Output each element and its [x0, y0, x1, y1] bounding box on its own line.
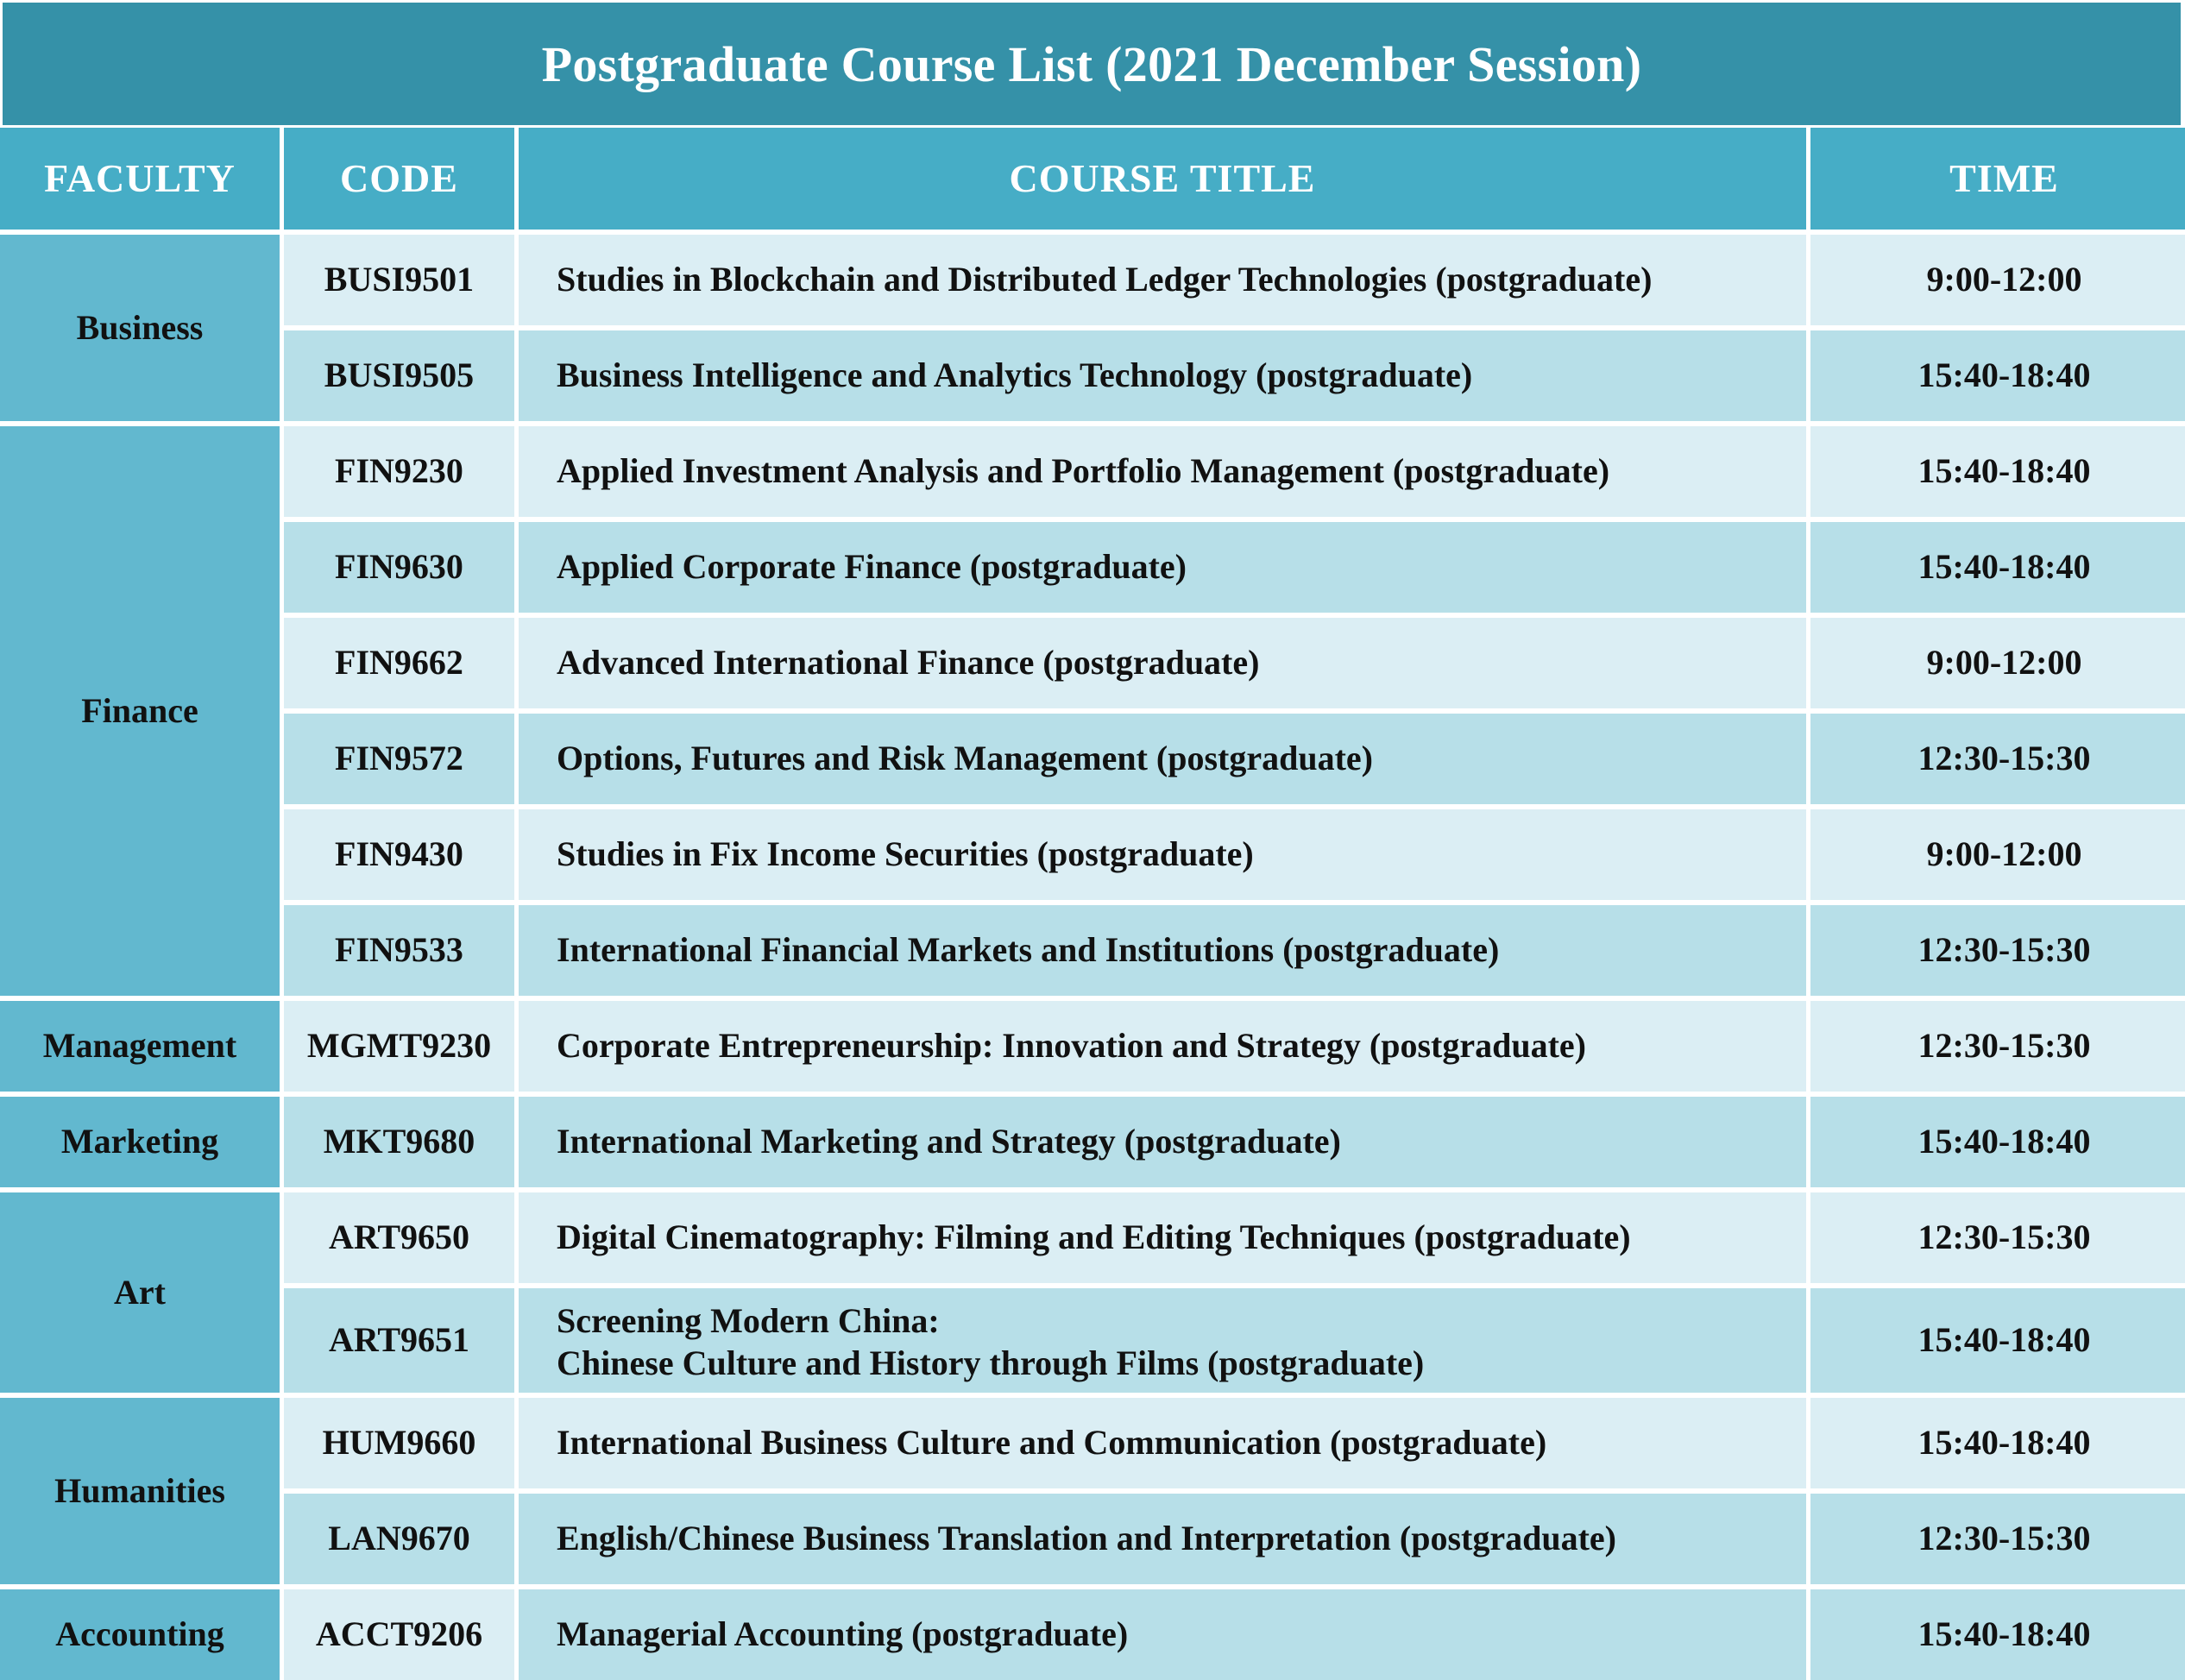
table-title: Postgraduate Course List (2021 December Session): [3, 3, 2181, 125]
course-title: International Business Culture and Communication (postgraduate): [519, 1398, 1806, 1488]
course-code: HUM9660: [284, 1398, 514, 1488]
course-title-line: Chinese Culture and History through Films (postgraduate): [557, 1343, 1425, 1382]
course-time: 15:40-18:40: [1810, 330, 2185, 421]
header-faculty: FACULTY: [0, 128, 280, 230]
course-code: FIN9230: [284, 426, 514, 517]
course-time: 9:00-12:00: [1810, 809, 2185, 900]
course-title: Corporate Entrepreneurship: Innovation and Strategy (postgraduate): [519, 1001, 1806, 1092]
course-title-line: Screening Modern China:: [557, 1301, 940, 1340]
course-code: ACCT9206: [284, 1589, 514, 1680]
course-time: 12:30-15:30: [1810, 714, 2185, 804]
course-time: 9:00-12:00: [1810, 618, 2185, 708]
faculty-cell-accounting: Accounting: [0, 1589, 280, 1680]
course-code: MKT9680: [284, 1097, 514, 1187]
course-code: FIN9572: [284, 714, 514, 804]
course-code: BUSI9501: [284, 235, 514, 325]
course-code: FIN9630: [284, 522, 514, 613]
course-time: 15:40-18:40: [1810, 426, 2185, 517]
course-title: Digital Cinematography: Filming and Editing Techniques (postgraduate): [519, 1192, 1806, 1283]
course-title: International Marketing and Strategy (postgraduate): [519, 1097, 1806, 1187]
course-title: Applied Investment Analysis and Portfolio Management (postgraduate): [519, 426, 1806, 517]
course-title: Studies in Fix Income Securities (postgraduate): [519, 809, 1806, 900]
course-time: 15:40-18:40: [1810, 1288, 2185, 1393]
faculty-cell-humanities: Humanities: [0, 1398, 280, 1584]
course-code: FIN9662: [284, 618, 514, 708]
course-grid: [0, 128, 2185, 1680]
course-title: Applied Corporate Finance (postgraduate): [519, 522, 1806, 613]
header-time: TIME: [1810, 128, 2185, 230]
course-time: 15:40-18:40: [1810, 1398, 2185, 1488]
course-code: ART9650: [284, 1192, 514, 1283]
course-code: ART9651: [284, 1288, 514, 1393]
course-title: Studies in Blockchain and Distributed Ledger Technologies (postgraduate): [519, 235, 1806, 325]
course-title: Business Intelligence and Analytics Technology (postgraduate): [519, 330, 1806, 421]
course-title: [519, 1288, 1806, 1393]
faculty-cell-marketing: Marketing: [0, 1097, 280, 1187]
course-title: Options, Futures and Risk Management (postgraduate): [519, 714, 1806, 804]
faculty-cell-business: Business: [0, 235, 280, 421]
course-time: 15:40-18:40: [1810, 522, 2185, 613]
course-title: Advanced International Finance (postgraduate): [519, 618, 1806, 708]
course-code: FIN9533: [284, 905, 514, 996]
header-course-title: COURSE TITLE: [519, 128, 1806, 230]
course-title: International Financial Markets and Institutions (postgraduate): [519, 905, 1806, 996]
course-title: English/Chinese Business Translation and Interpretation (postgraduate): [519, 1494, 1806, 1584]
course-title: Managerial Accounting (postgraduate): [519, 1589, 1806, 1680]
course-time: 12:30-15:30: [1810, 905, 2185, 996]
course-code: LAN9670: [284, 1494, 514, 1584]
course-time: 12:30-15:30: [1810, 1001, 2185, 1092]
course-time: 15:40-18:40: [1810, 1097, 2185, 1187]
course-code: BUSI9505: [284, 330, 514, 421]
header-code: CODE: [284, 128, 514, 230]
faculty-cell-finance: Finance: [0, 426, 280, 996]
course-time: 12:30-15:30: [1810, 1192, 2185, 1283]
course-time: 9:00-12:00: [1810, 235, 2185, 325]
course-code: MGMT9230: [284, 1001, 514, 1092]
course-time: 15:40-18:40: [1810, 1589, 2185, 1680]
course-code: FIN9430: [284, 809, 514, 900]
faculty-cell-management: Management: [0, 1001, 280, 1092]
faculty-cell-art: Art: [0, 1192, 280, 1393]
course-time: 12:30-15:30: [1810, 1494, 2185, 1584]
